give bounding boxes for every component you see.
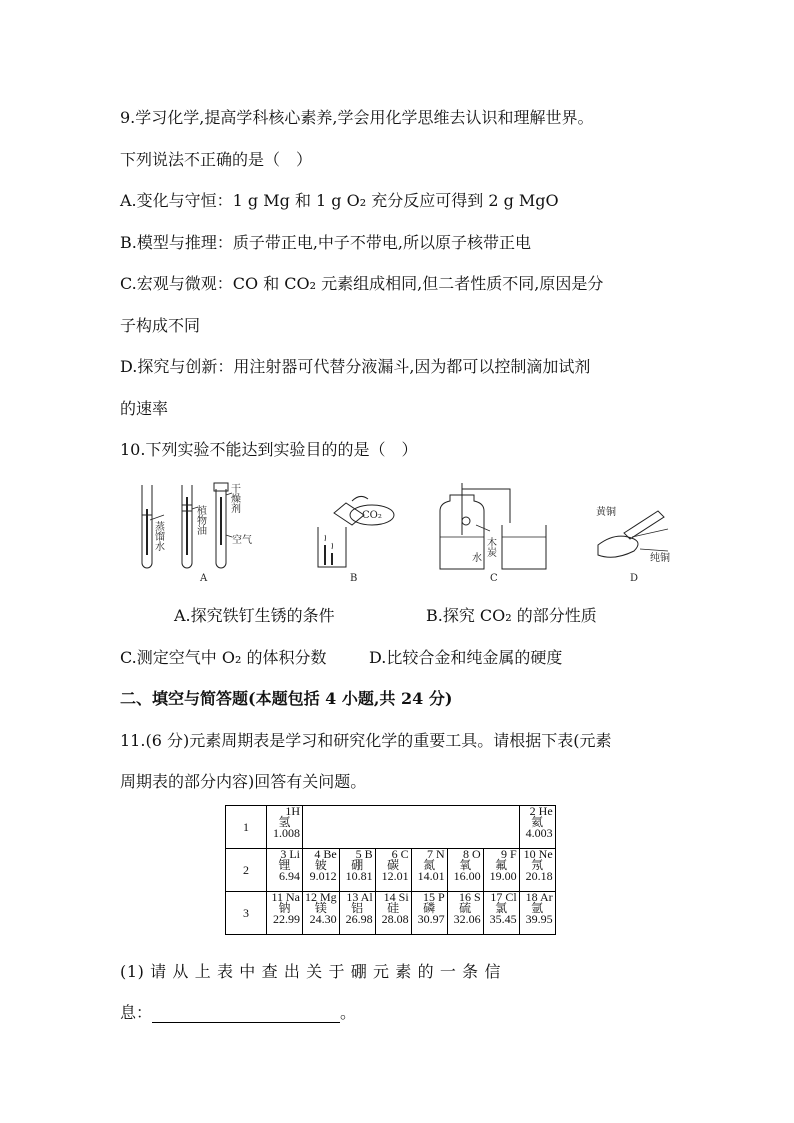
element-name: 硅 <box>387 901 400 915</box>
q10-experiment-figure <box>120 475 680 585</box>
q11-stem-line2: 周期表的部分内容)回答有关问题。 <box>120 772 367 791</box>
element-name: 氧 <box>459 858 472 872</box>
caption-c: C <box>490 573 498 584</box>
element-name: 氖 <box>531 858 544 872</box>
q9-stem-line2: 下列说法不正确的是（ ） <box>120 150 313 169</box>
q9-option-c-line1: C.宏观与微观：CO 和 CO₂ 元素组成相同,但二者性质不同,原因是分 <box>120 274 604 293</box>
element-symbol: 18 Ar <box>525 890 553 904</box>
element-cell <box>375 849 411 892</box>
q11-stem-line1: 11.(6 分)元素周期表是学习和研究化学的重要工具。请根据下表(元素 <box>120 731 612 750</box>
element-mass: 24.30 <box>309 912 337 926</box>
element-name: 氯 <box>495 901 508 915</box>
element-cell <box>339 849 375 892</box>
element-cell <box>267 892 303 935</box>
q10-option-a: A.探究铁钉生锈的条件 <box>174 606 335 625</box>
element-symbol: 11 Na <box>271 890 300 904</box>
q10-option-d: D.比较合金和纯金属的硬度 <box>369 648 563 667</box>
element-name: 碳 <box>387 858 400 872</box>
period-label: 3 <box>226 892 267 935</box>
element-symbol: 17 Cl <box>490 890 517 904</box>
element-cell <box>519 849 555 892</box>
element-symbol: 6 C <box>391 847 409 861</box>
q11-sub1-end: 。 <box>340 1003 357 1022</box>
q9-option-d-line2: 的速率 <box>120 399 169 418</box>
label-brass: 黄铜 <box>596 507 616 518</box>
element-mass: 30.97 <box>417 912 445 926</box>
element-cell <box>519 806 555 849</box>
element-mass: 32.06 <box>453 912 481 926</box>
element-mass: 39.95 <box>525 912 553 926</box>
element-symbol: 1H <box>285 804 300 818</box>
element-mass: 14.01 <box>417 869 445 883</box>
element-cell <box>447 849 483 892</box>
element-mass: 16.00 <box>453 869 481 883</box>
element-mass: 28.08 <box>381 912 409 926</box>
element-cell <box>447 892 483 935</box>
period-row-2 <box>226 849 556 892</box>
element-name: 锂 <box>278 858 291 872</box>
periodic-table-excerpt <box>225 805 556 935</box>
element-name: 氢 <box>278 815 291 829</box>
element-symbol: 8 O <box>463 847 481 861</box>
element-symbol: 3 Li <box>280 847 300 861</box>
element-name: 氩 <box>531 901 544 915</box>
label-co2: CO₂ <box>362 510 382 521</box>
label-air: 空气 <box>232 535 252 546</box>
section-2-heading: 二、填空与简答题(本题包括 4 小题,共 24 分) <box>120 689 453 708</box>
element-symbol: 5 B <box>355 847 373 861</box>
element-symbol: 2 He <box>529 804 553 818</box>
label-plant-oil: 植物油 <box>194 505 206 535</box>
element-symbol: 16 S <box>458 890 481 904</box>
element-cell <box>411 892 447 935</box>
empty-span <box>303 806 520 849</box>
caption-a: A <box>200 573 208 584</box>
q9-option-c-line2: 子构成不同 <box>120 316 201 335</box>
element-mass: 20.18 <box>525 869 553 883</box>
period-row-3 <box>226 892 556 935</box>
caption-b: B <box>350 573 358 584</box>
element-name: 镁 <box>314 901 327 915</box>
answer-blank[interactable] <box>152 1006 340 1023</box>
element-mass: 35.45 <box>489 912 517 926</box>
q9-stem-line1: 9.学习化学,提高学科核心素养,学会用化学思维去认识和理解世界。 <box>120 108 594 127</box>
element-symbol: 12 Mg <box>305 890 337 904</box>
label-charcoal: 木炭 <box>484 537 496 557</box>
panel-b-beaker-candles <box>318 496 394 567</box>
element-symbol: 9 F <box>500 847 517 861</box>
element-cell <box>483 849 519 892</box>
element-cell <box>411 849 447 892</box>
label-distilled-water: 蒸馏水 <box>152 521 164 551</box>
element-symbol: 7 N <box>427 847 445 861</box>
q9-option-d-line1: D.探究与创新：用注射器可代替分液漏斗,因为都可以控制滴加试剂 <box>120 357 591 376</box>
element-name: 铍 <box>314 858 327 872</box>
element-mass: 6.94 <box>279 869 300 883</box>
period-label: 1 <box>226 806 267 849</box>
element-name: 硼 <box>351 858 364 872</box>
period-label: 2 <box>226 849 267 892</box>
element-cell <box>267 806 303 849</box>
element-mass: 10.81 <box>345 869 373 883</box>
q10-option-b: B.探究 CO₂ 的部分性质 <box>426 606 597 625</box>
element-mass: 9.012 <box>309 869 337 883</box>
q9-option-a: A.变化与守恒：1 g Mg 和 1 g O₂ 充分反应可得到 2 g MgO <box>120 191 559 210</box>
caption-d: D <box>630 573 639 584</box>
element-cell <box>303 849 340 892</box>
q9-option-b: B.模型与推理：质子带正电,中子不带电,所以原子核带正电 <box>120 233 532 252</box>
element-name: 铝 <box>351 901 364 915</box>
q11-sub1-prefix: 息： <box>120 1003 153 1022</box>
element-mass: 22.99 <box>273 912 300 926</box>
label-water: 水 <box>472 553 482 564</box>
element-mass: 19.00 <box>489 869 517 883</box>
label-desiccant: 干燥剂 <box>228 483 240 513</box>
element-name: 氟 <box>495 858 508 872</box>
element-mass: 26.98 <box>345 912 373 926</box>
label-pure-copper: 纯铜 <box>650 553 670 564</box>
q11-sub1-line2 <box>120 1003 356 1023</box>
element-symbol: 14 Si <box>383 890 409 904</box>
q10-stem: 10.下列实验不能达到实验目的的是（ ） <box>120 440 418 459</box>
period-row-1 <box>226 806 556 849</box>
element-name: 钠 <box>278 901 291 915</box>
element-symbol: 15 P <box>422 890 445 904</box>
element-symbol: 10 Ne <box>523 847 553 861</box>
element-name: 硫 <box>459 901 472 915</box>
element-name: 氦 <box>531 815 544 829</box>
q10-option-c: C.测定空气中 O₂ 的体积分数 <box>120 648 327 667</box>
element-mass: 1.008 <box>273 826 300 840</box>
element-cell <box>303 892 340 935</box>
element-cell <box>519 892 555 935</box>
element-symbol: 4 Be <box>314 847 337 861</box>
element-cell <box>339 892 375 935</box>
element-cell <box>375 892 411 935</box>
element-name: 氮 <box>423 858 436 872</box>
element-name: 磷 <box>423 901 436 915</box>
q11-sub1-line1: (1) 请 从 上 表 中 查 出 关 于 硼 元 素 的 一 条 信 <box>120 962 502 981</box>
element-symbol: 13 Al <box>346 890 373 904</box>
element-mass: 4.003 <box>525 826 553 840</box>
element-cell <box>483 892 519 935</box>
element-mass: 12.01 <box>381 869 409 883</box>
element-cell <box>267 849 303 892</box>
